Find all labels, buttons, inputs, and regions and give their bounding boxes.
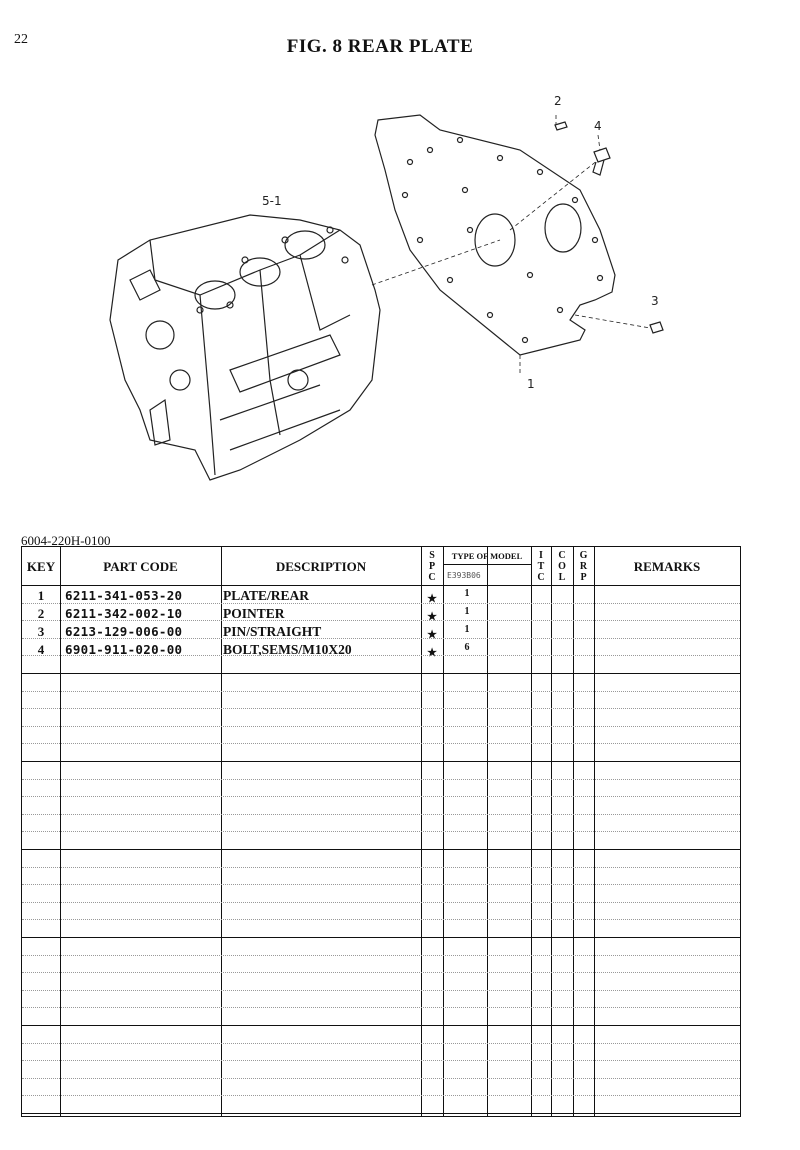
document-number: 6004-220H-0100 (21, 533, 111, 548)
row-spc: ★ (427, 647, 437, 659)
group-rule (22, 673, 740, 674)
row-rule (22, 955, 740, 956)
row-part-code: 6213-129-006-00 (65, 624, 183, 639)
callout-3: 3 (651, 294, 659, 308)
row-rule (22, 919, 740, 920)
row-description: PIN/STRAIGHT (223, 624, 322, 639)
row-qty: 1 (464, 624, 470, 635)
page-number: 22 (14, 32, 28, 47)
row-rule (22, 1060, 740, 1061)
parts-table (21, 546, 741, 1117)
pin-drawing (650, 322, 663, 333)
row-rule (22, 1043, 740, 1044)
row-rule (22, 972, 740, 973)
row-rule (22, 655, 740, 656)
row-rule (22, 603, 740, 604)
row-rule (22, 691, 740, 692)
group-rule (22, 937, 740, 938)
page-title: FIG. 8 REAR PLATE (286, 36, 474, 57)
callout-4: 4 (594, 119, 602, 133)
exploded-parts-diagram (0, 80, 800, 520)
row-description: BOLT,SEMS/M10X20 (223, 642, 352, 657)
row-key: 2 (37, 606, 45, 621)
row-key: 4 (37, 642, 45, 657)
row-part-code: 6211-342-002-10 (65, 606, 183, 621)
group-rule (22, 1113, 740, 1114)
row-qty: 1 (464, 588, 470, 599)
row-rule (22, 867, 740, 868)
row-rule (22, 902, 740, 903)
row-rule (22, 620, 740, 621)
row-rule (22, 779, 740, 780)
header-itc: I T C (537, 550, 545, 583)
group-rule (22, 849, 740, 850)
row-rule (22, 726, 740, 727)
row-rule (22, 814, 740, 815)
row-rule (22, 990, 740, 991)
header-type-of-model: TYPE OF MODEL (451, 551, 523, 561)
row-rule (22, 1095, 740, 1096)
row-rule (22, 638, 740, 639)
row-description: PLATE/REAR (223, 588, 310, 603)
header-spc: S P C (428, 550, 436, 583)
header-description: DESCRIPTION (275, 559, 367, 574)
row-rule (22, 1078, 740, 1079)
row-qty: 6 (464, 642, 470, 653)
header-key: KEY (26, 559, 56, 574)
row-rule (22, 796, 740, 797)
bolt-drawing (593, 148, 610, 175)
header-part-code: PART CODE (103, 559, 178, 574)
row-spc: ★ (427, 611, 437, 623)
callout-2: 2 (554, 94, 562, 108)
row-key: 1 (37, 588, 45, 603)
row-rule (22, 743, 740, 744)
model-code: E393B06 (447, 571, 481, 580)
row-part-code: 6901-911-020-00 (65, 642, 183, 657)
pointer-drawing (555, 122, 567, 130)
row-spc: ★ (427, 629, 437, 641)
group-rule (22, 761, 740, 762)
header-remarks: REMARKS (633, 559, 701, 574)
row-description: POINTER (223, 606, 285, 621)
rear-plate-drawing (375, 115, 615, 355)
row-rule (22, 831, 740, 832)
group-rule (22, 1025, 740, 1026)
row-rule (22, 708, 740, 709)
row-rule (22, 884, 740, 885)
callout-5-1: 5-1 (262, 194, 282, 208)
row-part-code: 6211-341-053-20 (65, 588, 183, 603)
engine-block-drawing (110, 215, 380, 480)
row-qty: 1 (464, 606, 470, 617)
header-col: C O L (558, 550, 566, 583)
callout-1: 1 (527, 377, 535, 391)
row-spc: ★ (427, 593, 437, 605)
row-key: 3 (37, 624, 45, 639)
row-rule (22, 1007, 740, 1008)
header-grp: G R P (579, 550, 588, 583)
